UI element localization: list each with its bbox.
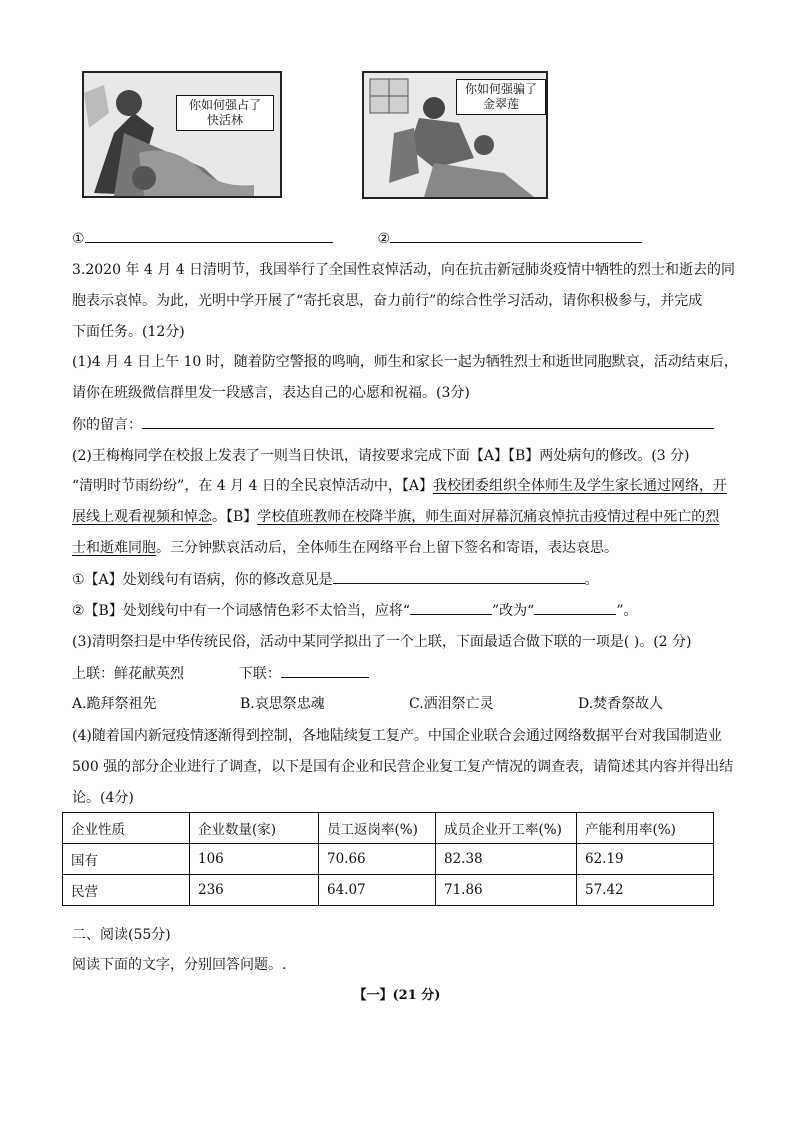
- q3-part4-line-3: 论。(4分): [72, 790, 134, 806]
- speech-bubble-1: 你如何强占了 快活林: [176, 95, 274, 131]
- table-cell: 民营: [63, 875, 190, 906]
- table-cell: 57.42: [577, 875, 714, 906]
- comic-panel-2: [362, 71, 548, 199]
- revision-blank[interactable]: [333, 569, 585, 584]
- sentence-b-part-2: 士和逝难同胞: [72, 540, 156, 556]
- comic-answer-row: [72, 228, 642, 249]
- table-cell: 82.38: [436, 844, 577, 875]
- table-header: 员工返岗率(%): [319, 813, 436, 844]
- table-header: 成员企业开工率(%): [436, 813, 577, 844]
- speech-bubble-2: 你如何强骗了 金翠莲: [456, 79, 546, 115]
- word-blank-from[interactable]: [410, 600, 492, 615]
- q3-intro-line-2: 胞表示哀悼。为此，光明中学开展了“寄托哀思，奋力前行”的综合性学习活动，请你积极参与，并完成: [72, 293, 703, 309]
- answer-label-2: ②: [377, 231, 391, 247]
- q3-part2-prompt: (2)王梅梅同学在校报上发表了一则当日快讯，请按要求完成下面【A】【B】两处病句的修改。(3 分): [72, 448, 690, 464]
- table-cell: 64.07: [319, 875, 436, 906]
- table-cell: 106: [190, 844, 319, 875]
- sentence-a-part-1: 我校团委组织全体师生及学生家长通过网络，开: [433, 478, 728, 494]
- news-line-1: “清明时节雨纷纷”，在 4 月 4 日的全民哀悼活动中，【A】我校团委组织全体师生及学生家长通过网络，开: [72, 478, 728, 494]
- table-header-row: [63, 813, 714, 844]
- option-c[interactable]: C.洒泪祭亡灵: [409, 696, 494, 712]
- q3-intro-line-1: 3.2020 年 4 月 4 日清明节，我国举行了全国性哀悼活动，向在抗击新冠肺炎疫情中牺牲的烈士和逝去的同: [72, 262, 736, 278]
- couplet-lower-blank[interactable]: [281, 663, 369, 678]
- comic-illustration-1: [84, 73, 280, 196]
- answer-label-1: ①: [72, 231, 85, 247]
- answer-blank-1[interactable]: [85, 228, 333, 243]
- section-2-title: 二、阅读(55分): [72, 927, 171, 943]
- q3-part1-line-1: (1)4 月 4 日上午 10 时，随着防空警报的鸣响，师生和家长一起为牺牲烈士和逝世同胞默哀，活动结束后，: [72, 354, 738, 370]
- option-d[interactable]: D.焚香祭故人: [578, 696, 664, 712]
- q3-part4-line-1: (4)随着国内新冠疫情逐渐得到控制，各地陆续复工复产。中国企业联合会通过网络数据平台对我国制造业: [72, 728, 722, 744]
- q3-part1-answer: [72, 414, 714, 435]
- survey-table: [62, 812, 714, 906]
- table-cell: 70.66: [319, 844, 436, 875]
- q3-part3-prompt: (3)清明祭扫是中华传统民俗，活动中某同学拟出了一个上联，下面最适合做下联的一项是( )。(2 分): [72, 634, 692, 650]
- couplet-row: [72, 663, 369, 684]
- q3-part1-line-2: 请你在班级微信群里发一段感言，表达自己的心愿和祝福。(3分): [72, 385, 470, 401]
- message-label: 你的留言：: [72, 417, 142, 433]
- couplet-lower-label: 下联：: [238, 666, 281, 682]
- table-cell: 71.86: [436, 875, 577, 906]
- couplet-upper: 上联：鲜花献英烈: [72, 666, 184, 682]
- sentence-a-part-2: 展线上观看视频和悼念: [72, 509, 212, 525]
- table-row: [63, 875, 714, 906]
- news-line-2: 展线上观看视频和悼念。【B】学校值班教师在校降半旗，师生面对屏幕沉痛哀悼抗击疫情过程中死亡的烈: [72, 509, 720, 525]
- option-a[interactable]: A.跪拜祭祖先: [72, 696, 157, 712]
- table-header: 企业性质: [63, 813, 190, 844]
- table-row: [63, 844, 714, 875]
- table-cell: 236: [190, 875, 319, 906]
- q3-part4-line-2: 500 强的部分企业进行了调查，以下是国有企业和民营企业复工复产情况的调查表，请简述其内容并得出结: [72, 759, 734, 775]
- message-blank[interactable]: [142, 414, 714, 429]
- table-header: 企业数量(家): [190, 813, 319, 844]
- table-cell: 62.19: [577, 844, 714, 875]
- news-line-3: 士和逝难同胞。三分钟默哀活动后，全体师生在网络平台上留下签名和寄语，表达哀思。: [72, 540, 618, 556]
- word-blank-to[interactable]: [534, 600, 616, 615]
- q3-intro-line-3: 下面任务。(12分): [72, 324, 185, 340]
- table-header: 产能利用率(%): [577, 813, 714, 844]
- option-b[interactable]: B.哀思祭忠魂: [240, 696, 325, 712]
- sub-question-2: ②【B】处划线句中有一个词感情色彩不太恰当，应将“ ”改为“ ”。: [72, 600, 638, 621]
- answer-blank-2[interactable]: [390, 228, 642, 243]
- comic-panel-1: [82, 71, 282, 198]
- part-1-label: 【一】(21 分): [353, 988, 441, 1003]
- sub-question-1: ①【A】处划线句有语病，你的修改意见是 。: [72, 569, 599, 590]
- sentence-b-part-1: 学校值班教师在校降半旗，师生面对屏幕沉痛哀悼抗击疫情过程中死亡的烈: [257, 509, 720, 525]
- table-cell: 国有: [63, 844, 190, 875]
- section-2-instruction: 阅读下面的文字，分别回答问题。.: [72, 957, 287, 973]
